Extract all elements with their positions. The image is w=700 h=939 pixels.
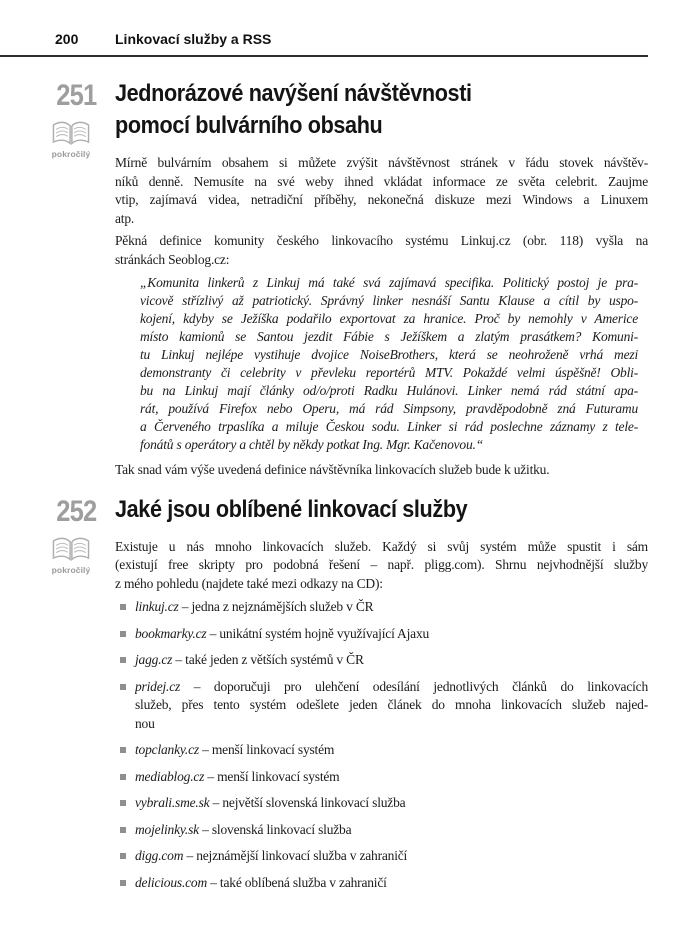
text-line: kojení, kdyby se Ježíška podařilo exportovat za hranice. Proč by nemohly v Americe [140, 311, 638, 326]
section-tip-252 [51, 494, 648, 893]
text-line: Pěkná definice komunity českého linkovacího systému Linkuj.cz (obr. 118) vyšla na [115, 233, 648, 248]
service-text [135, 678, 648, 734]
text-line: místo kamionů se Santou jezdit Fábie s Ježíškem a zlatým prasátkem? Komuni- [140, 329, 638, 344]
service-text [135, 794, 648, 813]
service-name: linkuj.cz [135, 599, 179, 614]
tip-251-closing: Tak snad vám výše uvedená definice návštěvníka linkovacích služeb bude k užitku. [115, 462, 550, 477]
open-book-icon [51, 120, 91, 147]
open-book-icon [51, 536, 91, 563]
service-desc: – menší linkovací systém [207, 768, 340, 784]
text-line: Existuje u nás mnoho linkovacích služeb. Každý si svůj systém může spustit i sám [115, 538, 648, 554]
service-name: digg.com [135, 848, 184, 863]
tip-252-aside [50, 494, 97, 575]
tip-251-paragraph-1 [115, 154, 648, 228]
bullet-square-icon [120, 853, 126, 859]
service-text [135, 625, 648, 644]
service-desc: – doporučuji pro ulehčení odesílání jednotlivých článků do linkovacích [180, 678, 648, 694]
tip-251-title [115, 78, 595, 142]
text-line: (existují free skripty pro podobná řešení – např. pligg.com). Shrnu nejvhodnější služby [115, 557, 648, 572]
text-line: vtip, zajímavá videa, netradiční příběhy, nekonečná diskuze mezi Windows a Linuxem [115, 192, 648, 207]
service-text [135, 874, 648, 893]
text-line: níků denně. Nemusíte na své weby ihned vkládat informace ze světa celebrit. Zaujme [115, 173, 648, 189]
title-line: pomocí bulvárního obsahu [115, 112, 383, 139]
service-desc: – také oblíbená služba v zahraničí [210, 874, 387, 890]
tip-252-intro [115, 538, 648, 594]
list-item [120, 768, 648, 787]
bullet-square-icon [120, 747, 126, 753]
service-name: mediablog.cz [135, 768, 205, 784]
service-name: vybrali.sme.sk [135, 795, 210, 810]
list-item [120, 598, 648, 617]
list-item [120, 678, 648, 734]
page-number: 200 [55, 31, 79, 47]
text-line [135, 678, 648, 697]
list-item [120, 651, 648, 670]
level-label: pokročilý [51, 564, 91, 575]
text-line: nou [135, 715, 155, 731]
page-header [0, 0, 700, 57]
tip-251-quote [140, 274, 638, 454]
tip-251-paragraph-2 [115, 232, 648, 269]
tip-number: 251 [56, 79, 97, 112]
list-item [120, 741, 648, 760]
text-line: vicově střízlivý až patriotický. Správný linker nesnáší Santu Klause a cítil by uspo- [140, 293, 638, 308]
text-line: a Červeného trpaslíka a miluje Českou sodu. Linker si rád poslechne záznamy z tele- [140, 419, 638, 434]
service-text [135, 768, 648, 787]
page-content [0, 57, 700, 900]
bullet-square-icon [120, 684, 126, 690]
level-badge [50, 536, 92, 575]
text-line: tu Linkuj nejlépe vystihuje dvojice NoiseBrothers, která se neohroženě vrhá mezi [140, 347, 638, 362]
list-item [120, 874, 648, 893]
bullet-square-icon [120, 800, 126, 806]
text-line: Mírně bulvárním obsahem si můžete zvýšit návštěvnost stránek v řádu stovek návštěv- [115, 155, 648, 170]
bullet-square-icon [120, 880, 126, 886]
bullet-square-icon [120, 657, 126, 663]
chapter-title: Linkovací služby a RSS [115, 31, 272, 47]
service-text [135, 651, 648, 670]
text-line: rát, používá Firefox nebo Operu, má rád Simpsony, pravděpodobně zná Futuramu [140, 401, 638, 416]
service-text [135, 741, 648, 760]
level-label: pokročilý [51, 149, 91, 159]
service-desc: – unikátní systém hojně využívající Ajaxu [209, 625, 430, 641]
text-line: z mého pohledu (najdete také mezi odkazy na CD): [115, 575, 383, 591]
service-desc: – slovenská linkovací služba [202, 821, 352, 837]
bullet-square-icon [120, 774, 126, 780]
list-item [120, 821, 648, 840]
list-item [120, 794, 648, 813]
service-name: pridej.cz [135, 678, 181, 694]
service-desc: – menší linkovací systém [202, 742, 335, 757]
section-tip-251 [51, 78, 648, 480]
tip-number: 252 [56, 494, 97, 528]
text-line: demonstranty či celebrity v převleku reportérů MTV. Pokaždé velmi úspěšně! Obli- [140, 365, 638, 380]
bullet-square-icon [120, 827, 126, 833]
text-line: fonátů s operátory a chtěl by někdy potkat Ing. Mgr. Kačenovou.“ [140, 437, 484, 452]
service-text [135, 821, 648, 840]
service-desc: – také jeden z větších systémů v ČR [175, 652, 364, 667]
service-name: topclanky.cz [135, 742, 199, 757]
service-desc: – jedna z nejznámějších služeb v ČR [181, 599, 374, 614]
text-line: atp. [115, 210, 135, 226]
list-item [120, 625, 648, 644]
list-item [120, 847, 648, 866]
service-name: bookmarky.cz [135, 625, 207, 641]
title-line: Jednorázové navýšení návštěvnosti [115, 80, 472, 107]
text-line: stránkách Seoblog.cz: [115, 251, 230, 267]
service-desc: – největší slovenská linkovací služba [212, 795, 406, 810]
service-text [135, 847, 648, 866]
service-name: mojelinky.sk [135, 821, 199, 837]
bullet-square-icon [120, 604, 126, 610]
title-line: Jaké jsou oblíbené linkovací služby [115, 495, 468, 523]
text-line: služeb, přes tento systém odešlete jeden článek do mnoha linkovacích služeb najed- [135, 697, 648, 712]
text-line: bu na Linkuj mají články od/o/proti Radku Hulánovi. Linker nemá rád státní apa- [140, 383, 638, 398]
bullet-square-icon [120, 631, 126, 637]
service-name: delicious.com [135, 874, 208, 890]
level-badge [50, 120, 92, 159]
text-line: „Komunita linkerů z Linkuj má také svá zajímavá specifika. Politický postoj je pra- [140, 275, 638, 290]
service-text [135, 598, 648, 617]
service-desc: – nejznámější linkovací služba v zahraničí [186, 848, 408, 863]
tip-252-title [115, 494, 595, 526]
service-list [115, 598, 648, 892]
service-name: jagg.cz [135, 652, 173, 667]
tip-251-aside [50, 79, 97, 159]
